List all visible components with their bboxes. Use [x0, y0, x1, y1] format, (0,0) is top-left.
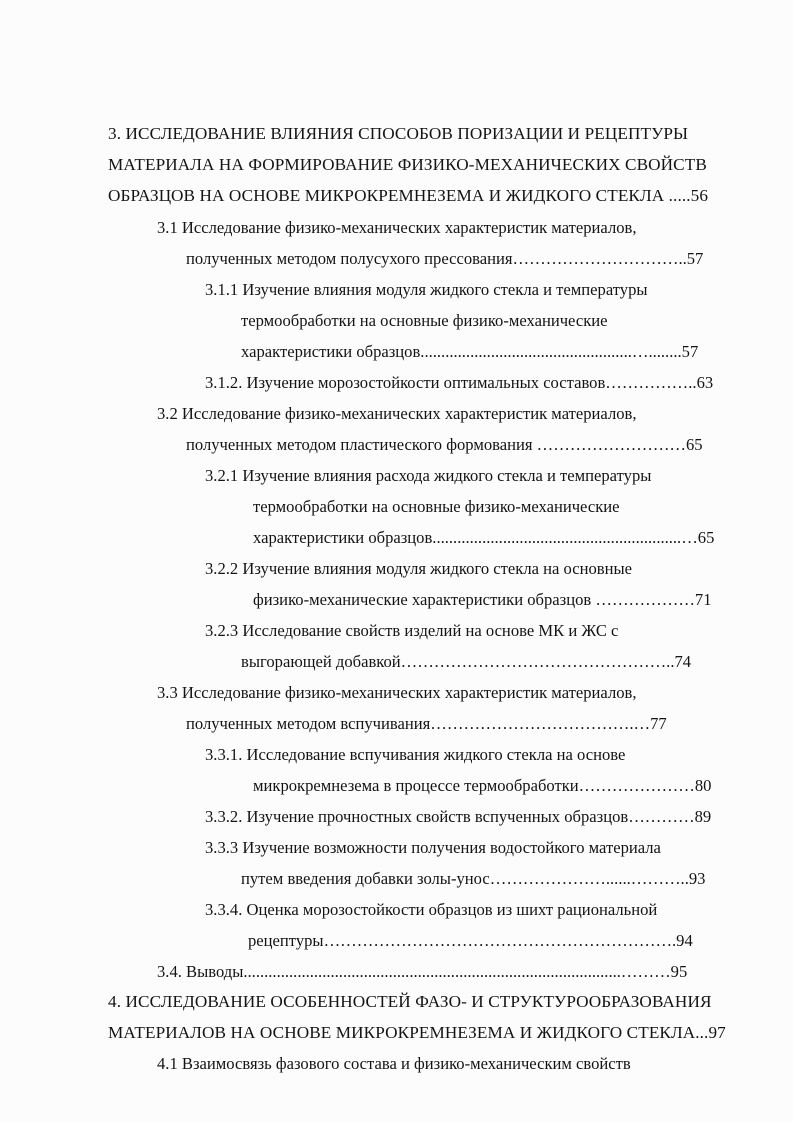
toc-section-3-4: 3.4. Выводы...........................................................................................………95 — [157, 962, 688, 981]
toc-section-3-1-line-2: полученных методом полусухого прессования…………………………..57 — [186, 249, 704, 268]
toc-section-3-3-4-line-2: рецептуры……………………………………………………….94 — [248, 931, 693, 950]
toc-section-3-2-3-line-1: 3.2.3 Исследование свойств изделий на основе МК и ЖС с — [205, 621, 619, 640]
toc-section-3-2-2-line-2: физико-механические характеристики образцов ………………71 — [253, 590, 712, 609]
toc-section-3-2-line-1: 3.2 Исследование физико-механических характеристик материалов, — [157, 404, 637, 423]
toc-section-3-3-line-2: полученных методом вспучивания……………………………….…77 — [186, 714, 667, 733]
toc-section-3-1-1-line-1: 3.1.1 Изучение влияния модуля жидкого стекла и температуры — [205, 280, 648, 299]
toc-chapter-4-line-2: МАТЕРИАЛОВ НА ОСНОВЕ МИКРОКРЕМНЕЗЕМА И ЖИДКОГО СТЕКЛА...97 — [108, 1023, 726, 1042]
toc-section-3-2-1-line-3: характеристики образцов............................................................…65 — [253, 528, 715, 547]
toc-section-3-1-2: 3.1.2. Изучение морозостойкости оптимальных составов……………..63 — [205, 373, 714, 392]
toc-section-3-3-4-line-1: 3.3.4. Оценка морозостойкости образцов из шихт рациональной — [205, 900, 658, 919]
toc-section-3-3-3-line-1: 3.3.3 Изучение возможности получения водостойкого материала — [205, 838, 661, 857]
toc-section-3-2-1-line-2: термообработки на основные физико-механические — [253, 497, 620, 516]
toc-chapter-3-line-3: ОБРАЗЦОВ НА ОСНОВЕ МИКРОКРЕМНЕЗЕМА И ЖИДКОГО СТЕКЛА .....56 — [108, 186, 709, 205]
toc-chapter-3-line-1: 3. ИССЛЕДОВАНИЕ ВЛИЯНИЯ СПОСОБОВ ПОРИЗАЦИИ И РЕЦЕПТУРЫ — [108, 124, 689, 143]
toc-section-3-2-line-2: полученных методом пластического формования ………………………65 — [186, 435, 703, 454]
toc-section-4-1-line-1: 4.1 Взаимосвязь фазового состава и физико-механическим свойств — [157, 1054, 631, 1073]
toc-section-3-3-1-line-1: 3.3.1. Исследование вспучивания жидкого стекла на основе — [205, 745, 626, 764]
toc-section-3-2-1-line-1: 3.2.1 Изучение влияния расхода жидкого стекла и температуры — [205, 466, 652, 485]
toc-section-3-2-2-line-1: 3.2.2 Изучение влияния модуля жидкого стекла на основные — [205, 559, 633, 578]
toc-section-3-3-3-line-2: путем введения добавки золы-унос…………………......………..93 — [241, 869, 706, 888]
toc-section-3-1-line-1: 3.1 Исследование физико-механических характеристик материалов, — [157, 218, 637, 237]
toc-chapter-4-line-1: 4. ИССЛЕДОВАНИЕ ОСОБЕННОСТЕЙ ФАЗО- И СТРУКТУРООБРАЗОВАНИЯ — [108, 992, 712, 1011]
toc-section-3-3-2: 3.3.2. Изучение прочностных свойств вспученных образцов…………89 — [205, 807, 712, 826]
toc-section-3-1-1-line-2: термообработки на основные физико-механические — [241, 311, 608, 330]
toc-section-3-3-1-line-2: микрокремнезема в процессе термообработки…………………80 — [253, 776, 712, 795]
toc-section-3-2-3-line-2: выгорающей добавкой…………………………………………..74 — [241, 652, 692, 671]
toc-chapter-3-line-2: МАТЕРИАЛА НА ФОРМИРОВАНИЕ ФИЗИКО-МЕХАНИЧЕСКИХ СВОЙСТВ — [108, 155, 707, 174]
toc-section-3-3-line-1: 3.3 Исследование физико-механических характеристик материалов, — [157, 683, 637, 702]
toc-section-3-1-1-line-3: характеристики образцов...................................................…........57 — [241, 342, 699, 361]
